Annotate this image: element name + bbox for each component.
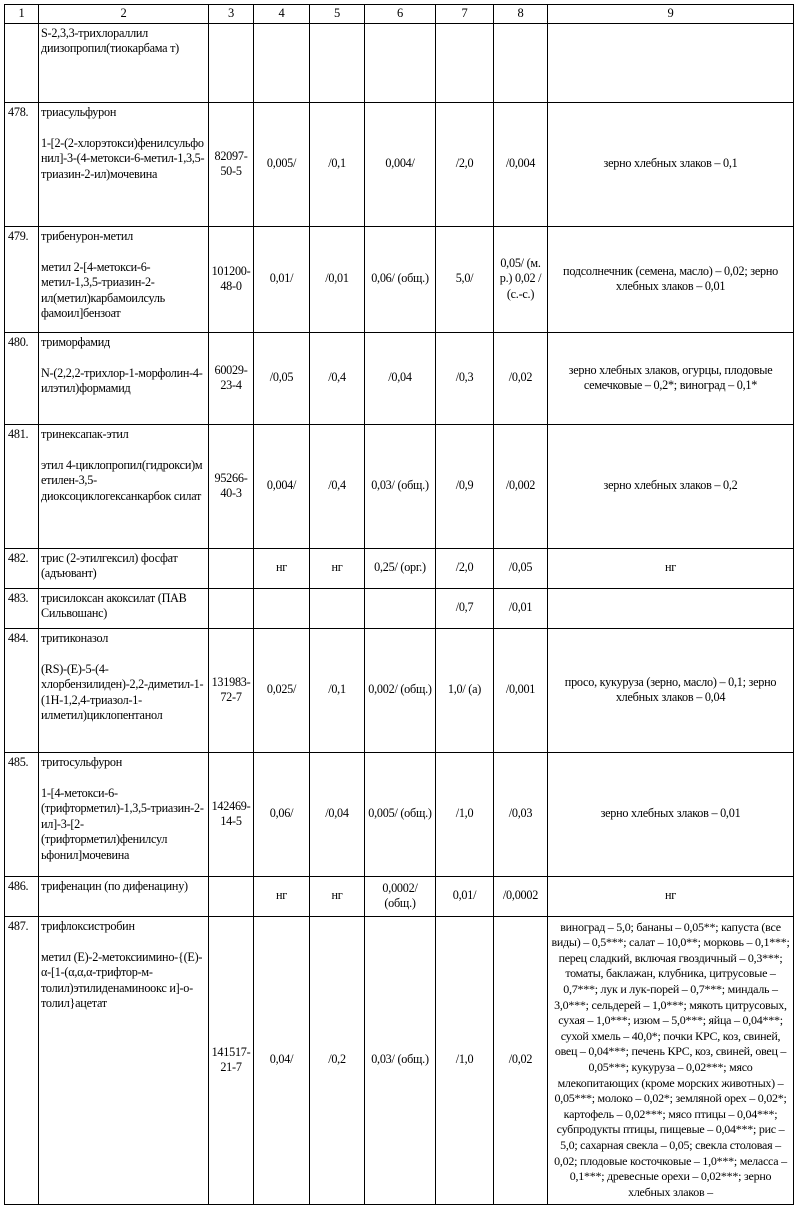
header-cell: 6 xyxy=(365,5,436,24)
value-col5: /0,2 xyxy=(310,916,365,1204)
value-col5 xyxy=(310,23,365,102)
value-col4: /0,05 xyxy=(254,332,310,424)
value-col6: 0,002/ (общ.) xyxy=(365,628,436,752)
value-col5: /0,4 xyxy=(310,424,365,548)
cas-number xyxy=(209,548,254,588)
cas-number: 141517-21-7 xyxy=(209,916,254,1204)
row-number: 487. xyxy=(5,916,39,1204)
row-number: 479. xyxy=(5,226,39,332)
cas-number xyxy=(209,876,254,916)
value-col8: 0,05/ (м. р.) 0,02 / (с.-с.) xyxy=(494,226,548,332)
value-col8: /0,02 xyxy=(494,916,548,1204)
mrl-products: просо, кукуруза (зерно, масло) – 0,1; зерно хлебных злаков – 0,04 xyxy=(548,628,794,752)
substance-name: трисилоксан акоксилат (ПАВ Сильвошанс) xyxy=(39,588,209,628)
substance-name: S-2,3,3-трихлораллил диизопропил(тиокарбама т) xyxy=(39,23,209,102)
value-col5: нг xyxy=(310,876,365,916)
value-col7: 1,0/ (а) xyxy=(436,628,494,752)
value-col4: 0,004/ xyxy=(254,424,310,548)
document-page xyxy=(4,4,793,1205)
header-cell: 2 xyxy=(39,5,209,24)
value-col5: /0,04 xyxy=(310,752,365,876)
header-cell: 9 xyxy=(548,5,794,24)
table-row xyxy=(5,23,794,102)
value-col7: /0,9 xyxy=(436,424,494,548)
table-row xyxy=(5,102,794,226)
value-col4 xyxy=(254,23,310,102)
value-col4: нг xyxy=(254,548,310,588)
regulation-table xyxy=(4,4,794,1205)
value-col6 xyxy=(365,23,436,102)
header-cell: 4 xyxy=(254,5,310,24)
substance-name: трифенацин (по дифенацину) xyxy=(39,876,209,916)
value-col6: 0,004/ xyxy=(365,102,436,226)
value-col6: 0,005/ (общ.) xyxy=(365,752,436,876)
row-number xyxy=(5,23,39,102)
value-col8: /0,0002 xyxy=(494,876,548,916)
cas-number: 101200-48-0 xyxy=(209,226,254,332)
row-number: 484. xyxy=(5,628,39,752)
value-col4: 0,01/ xyxy=(254,226,310,332)
mrl-products: зерно хлебных злаков – 0,2 xyxy=(548,424,794,548)
value-col6: /0,04 xyxy=(365,332,436,424)
table-row xyxy=(5,548,794,588)
mrl-products: нг xyxy=(548,548,794,588)
table-row xyxy=(5,226,794,332)
value-col6: 0,0002/ (общ.) xyxy=(365,876,436,916)
mrl-products: нг xyxy=(548,876,794,916)
value-col6: 0,03/ (общ.) xyxy=(365,424,436,548)
cas-number: 142469-14-5 xyxy=(209,752,254,876)
value-col5: /0,01 xyxy=(310,226,365,332)
value-col8: /0,03 xyxy=(494,752,548,876)
value-col4: 0,06/ xyxy=(254,752,310,876)
value-col7: /2,0 xyxy=(436,548,494,588)
value-col5: /0,4 xyxy=(310,332,365,424)
value-col4: 0,005/ xyxy=(254,102,310,226)
mrl-products: зерно хлебных злаков – 0,01 xyxy=(548,752,794,876)
value-col7: /0,3 xyxy=(436,332,494,424)
value-col7: /1,0 xyxy=(436,916,494,1204)
substance-name: трис (2-этилгексил) фосфат (адъювант) xyxy=(39,548,209,588)
row-number: 478. xyxy=(5,102,39,226)
value-col7 xyxy=(436,23,494,102)
value-col8: /0,001 xyxy=(494,628,548,752)
value-col4: нг xyxy=(254,876,310,916)
row-number: 483. xyxy=(5,588,39,628)
value-col8: /0,05 xyxy=(494,548,548,588)
row-number: 480. xyxy=(5,332,39,424)
mrl-products xyxy=(548,23,794,102)
substance-name: трибенурон-метил метил 2-[4-метокси-6-метил-1,3,5-триазин-2-ил(метил)карбамоилсуль фамоил]бензоат xyxy=(39,226,209,332)
cas-number: 82097-50-5 xyxy=(209,102,254,226)
mrl-products: зерно хлебных злаков – 0,1 xyxy=(548,102,794,226)
value-col5: нг xyxy=(310,548,365,588)
row-number: 485. xyxy=(5,752,39,876)
header-cell: 5 xyxy=(310,5,365,24)
value-col6: 0,25/ (орг.) xyxy=(365,548,436,588)
header-cell: 8 xyxy=(494,5,548,24)
substance-name: триасульфурон 1-[2-(2-хлорэтокси)фенилсульфо нил]-3-(4-метокси-6-метил-1,3,5-триазин-2-ил)мочевина xyxy=(39,102,209,226)
value-col8: /0,002 xyxy=(494,424,548,548)
header-cell: 3 xyxy=(209,5,254,24)
substance-name: трифлоксистробин метил (E)-2-метоксиимино-{(E)-α-[1-(α,α,α-трифтор-м-толил)этилиденаминоокс и]-о-толил}ацетат xyxy=(39,916,209,1204)
table-row xyxy=(5,424,794,548)
mrl-products: зерно хлебных злаков, огурцы, плодовые семечковые – 0,2*; виноград – 0,1* xyxy=(548,332,794,424)
row-number: 481. xyxy=(5,424,39,548)
mrl-products: виноград – 5,0; бананы – 0,05**; капуста (все виды) – 0,5***; салат – 10,0**; морковь – 0,1***; перец сладкий, включая гвоздичный – 0,3***; томаты, баклажан, клубника, цитрусовые – 0,7***; лук и лук-порей – 0,7***; миндаль – 3,0***; сельдерей – 1,0***; мякоть цитрусовых, сухая – 1,0***; изюм – 5,0***; яйца – 0,04***; сухой хмель – 40,0*; почки КРС, коз, свиней, овец – 0,04***; печень КРС, коз, свиней, овец – 0,05***; кукуруза – 0,02***; мясо млекопитающих (кроме морских животных) – 0,05***; молоко – 0,02*; земляной орех – 0,02*; картофель – 0,02***; мясо птицы – 0,04***; субпродукты птицы, пищевые – 0,04***; рис – 5,0; сахарная свекла – 0,05; свекла столовая – 0,02; плодовые косточковые – 1,0***; мелаcса – 0,1***; древесные орехи – 0,02***; зерно хлебных злаков – xyxy=(548,916,794,1204)
cas-number: 60029-23-4 xyxy=(209,332,254,424)
table-row xyxy=(5,628,794,752)
mrl-products: подсолнечник (семена, масло) – 0,02; зерно хлебных злаков – 0,01 xyxy=(548,226,794,332)
header-cell: 7 xyxy=(436,5,494,24)
substance-name: тритиконазол (RS)-(E)-5-(4-хлорбензилиден)-2,2-диметил-1-(1H-1,2,4-триазол-1-илметил)циклопентанол xyxy=(39,628,209,752)
cas-number: 131983-72-7 xyxy=(209,628,254,752)
table-row xyxy=(5,588,794,628)
header-row xyxy=(5,5,794,24)
row-number: 486. xyxy=(5,876,39,916)
value-col8: /0,01 xyxy=(494,588,548,628)
value-col5 xyxy=(310,588,365,628)
table-row xyxy=(5,916,794,1204)
value-col7: /1,0 xyxy=(436,752,494,876)
value-col8 xyxy=(494,23,548,102)
table-row xyxy=(5,332,794,424)
value-col4: 0,025/ xyxy=(254,628,310,752)
value-col4 xyxy=(254,588,310,628)
value-col7: 0,01/ xyxy=(436,876,494,916)
substance-name: тринексапак-этил этил 4-циклопропил(гидрокси)м етилен-3,5-диоксоциклогексанкарбок силат xyxy=(39,424,209,548)
value-col7: /0,7 xyxy=(436,588,494,628)
cas-number xyxy=(209,588,254,628)
header-cell: 1 xyxy=(5,5,39,24)
substance-name: триморфамид N-(2,2,2-трихлор-1-морфолин-4-илэтил)формамид xyxy=(39,332,209,424)
cas-number: 95266-40-3 xyxy=(209,424,254,548)
substance-name: тритосульфурон 1-[4-метокси-6-(трифторметил)-1,3,5-триазин-2-ил]-3-[2-(трифторметил)фенилсул ьфонил]мочевина xyxy=(39,752,209,876)
value-col8: /0,02 xyxy=(494,332,548,424)
value-col8: /0,004 xyxy=(494,102,548,226)
table-row xyxy=(5,752,794,876)
value-col5: /0,1 xyxy=(310,102,365,226)
table-row xyxy=(5,876,794,916)
value-col7: 5,0/ xyxy=(436,226,494,332)
value-col7: /2,0 xyxy=(436,102,494,226)
value-col4: 0,04/ xyxy=(254,916,310,1204)
value-col6: 0,03/ (общ.) xyxy=(365,916,436,1204)
cas-number xyxy=(209,23,254,102)
mrl-products xyxy=(548,588,794,628)
value-col6 xyxy=(365,588,436,628)
value-col6: 0,06/ (общ.) xyxy=(365,226,436,332)
value-col5: /0,1 xyxy=(310,628,365,752)
row-number: 482. xyxy=(5,548,39,588)
